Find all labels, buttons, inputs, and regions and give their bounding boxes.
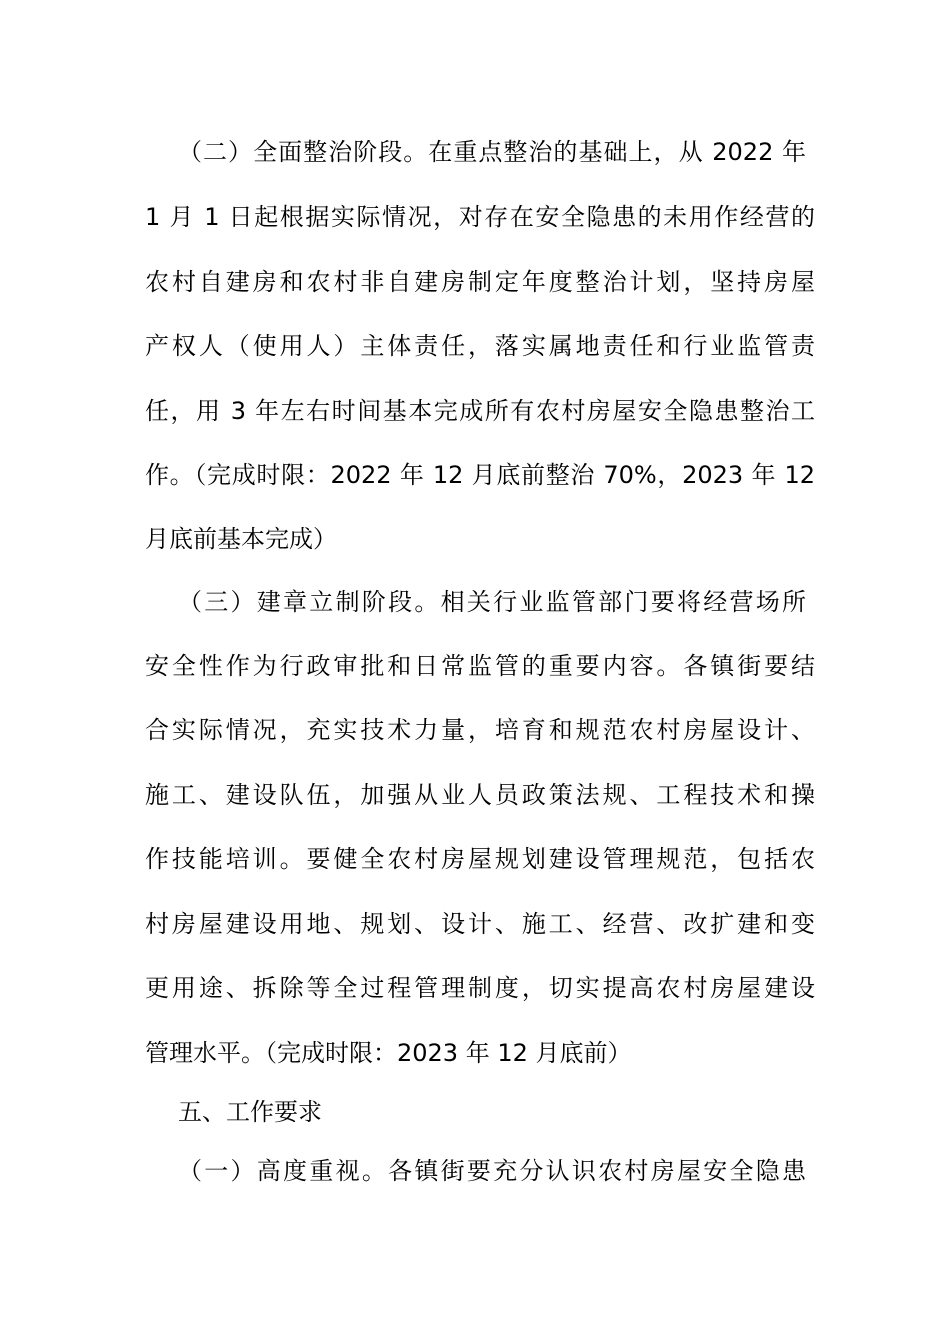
text-line: 作。（完成时限：2022 年 12 月底前整治 70%，2023 年 12 [145,461,815,489]
text-line: （一）高度重视。各镇街要充分认识农村房屋安全隐患 [178,1157,806,1185]
text-line: 任，用 3 年左右时间基本完成所有农村房屋安全隐患整治工 [145,397,815,425]
text-line: 产权人（使用人）主体责任，落实属地责任和行业监管责 [145,332,815,360]
text-line: 施工、建设队伍，加强从业人员政策法规、工程技术和操 [145,781,815,809]
text-line: 合实际情况，充实技术力量，培育和规范农村房屋设计、 [145,716,815,744]
text-line: 管理水平。（完成时限：2023 年 12 月底前） [145,1039,632,1067]
text-line: 安全性作为行政审批和日常监管的重要内容。各镇街要结 [145,652,815,680]
text-line: 月底前基本完成） [145,525,337,553]
text-line: （二）全面整治阶段。在重点整治的基础上，从 2022 年 [178,138,806,166]
section-heading: 五、工作要求 [178,1098,322,1126]
text-line: 1 月 1 日起根据实际情况，对存在安全隐患的未用作经营的 [145,203,815,231]
text-line: 农村自建房和农村非自建房制定年度整治计划，坚持房屋 [145,268,815,296]
text-line: （三）建章立制阶段。相关行业监管部门要将经营场所 [178,588,806,616]
text-line: 村房屋建设用地、规划、设计、施工、经营、改扩建和变 [145,910,815,938]
text-line: 作技能培训。要健全农村房屋规划建设管理规范，包括农 [145,845,815,873]
text-line: 更用途、拆除等全过程管理制度，切实提高农村房屋建设 [145,974,815,1002]
